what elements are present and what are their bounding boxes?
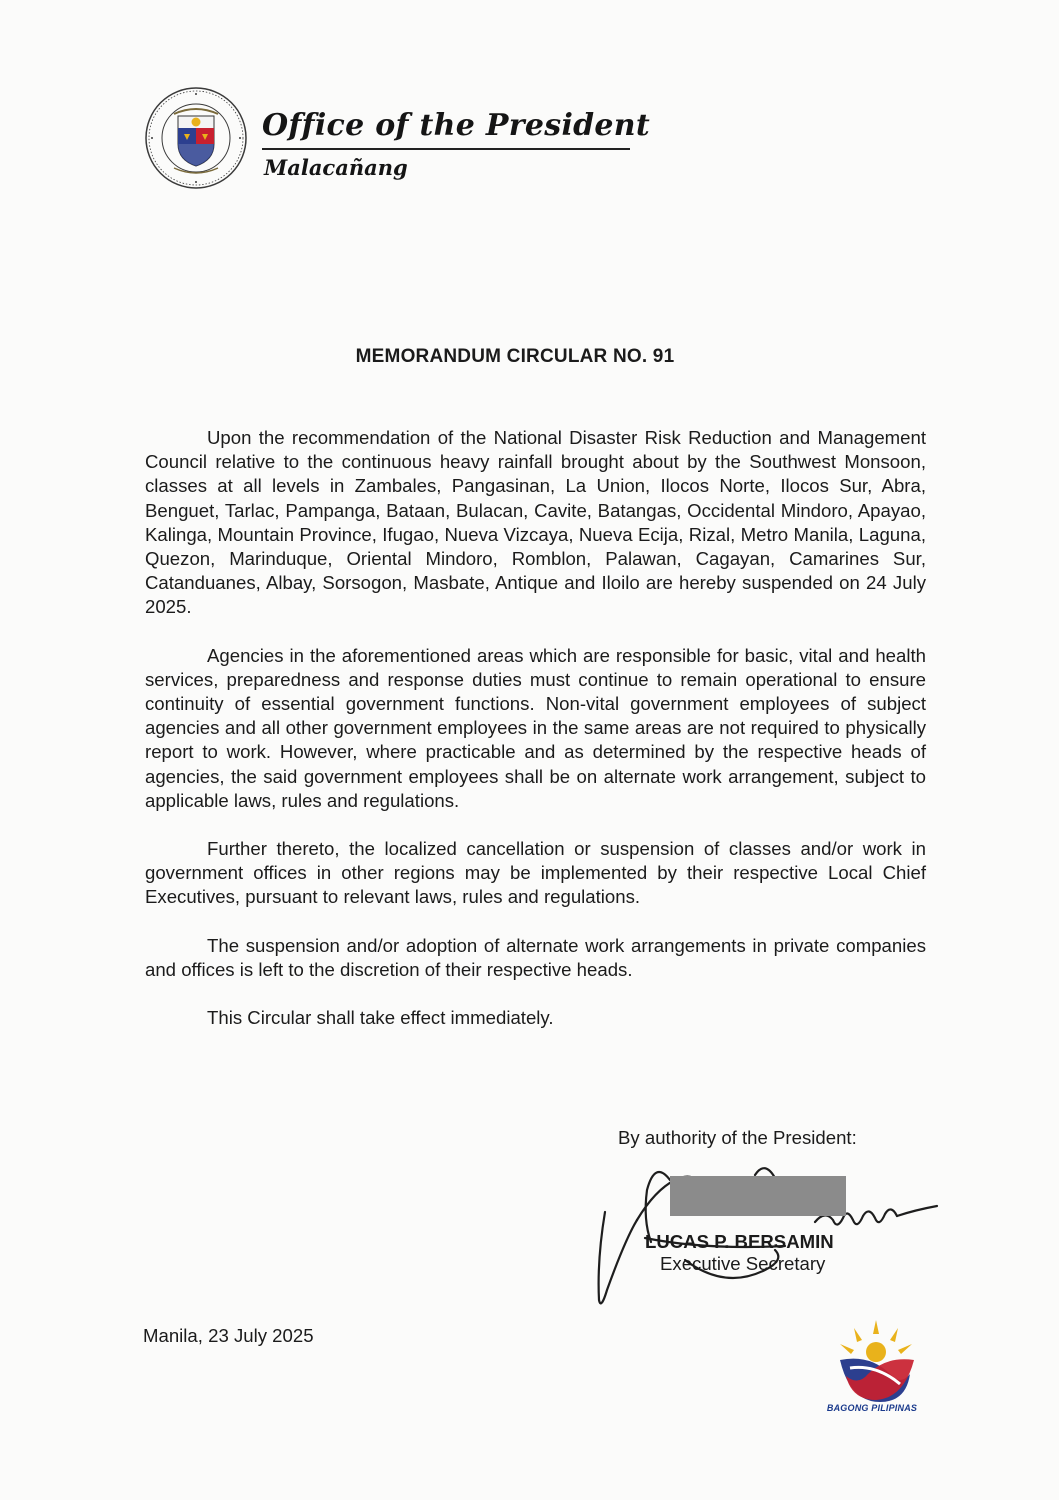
paragraph-suspension: Upon the recommendation of the National Disaster Risk Reduction and Management Council relative to the continuous heavy rainfall brought about by the Southwest Monsoon, classes at all levels in Zambales, Pangasinan, La Union, Ilocos Norte, Ilocos Sur, Abra, Benguet, Tarlac, Pampanga, Bataan, Bulacan, Cavite, Batangas, Occidental Mindoro, Apayao, Kalinga, Mountain Province, Ifugao, Nueva Vizcaya, Nueva Ecija, Rizal, Metro Manila, Laguna, Quezon, Marinduque, Oriental Mindoro, Romblon, Palawan, Cagayan, Camarines Sur, Catanduanes, Albay, Sorsogon, Masbate, Antique and Iloilo are hereby suspended on 24 July 2025.	[145, 427, 926, 618]
circular-title: MEMORANDUM CIRCULAR NO. 91	[355, 346, 675, 367]
redaction-box	[670, 1176, 846, 1216]
office-subtitle: Malacañang	[264, 155, 408, 180]
paragraph-private: The suspension and/or adoption of alternate work arrangements in private companies and offices is left to the discretion of their respective heads.	[145, 934, 926, 980]
paragraph-agencies: Agencies in the aforementioned areas which are responsible for basic, vital and health services, preparedness and response duties must continue to remain operational to ensure continuity of essential government functions. Non-vital government employees of subject agencies and all other government employees in the same areas are not required to physically report to work. However, where practicable and as determined by the respective heads of agencies, the said government employees shall be on alternate work arrangement, subject to applicable laws, rules and regulations.	[145, 644, 926, 811]
place-and-date: Manila, 23 July 2025	[143, 1325, 314, 1346]
circular-body	[145, 426, 926, 1030]
paragraph-effectivity: This Circular shall take effect immediately.	[207, 1007, 554, 1029]
presidential-seal-icon	[144, 86, 248, 190]
authority-line: By authority of the President:	[618, 1127, 857, 1148]
paragraph-localized: Further thereto, the localized cancellation or suspension of classes and/or work in government offices in other regions may be implemented by their respective Local Chief Executives, pursuant to relevant laws, rules and regulations.	[145, 838, 926, 908]
bagong-pilipinas-label: BAGONG PILIPINAS	[826, 1403, 918, 1413]
bagong-pilipinas-logo-icon	[830, 1316, 922, 1408]
signatory-name: LUCAS P. BERSAMIN	[645, 1231, 834, 1252]
letterhead-rule	[262, 148, 630, 150]
handwritten-signature	[585, 1150, 955, 1310]
signatory-position: Executive Secretary	[660, 1253, 826, 1274]
office-title: Office of the President	[262, 108, 651, 143]
